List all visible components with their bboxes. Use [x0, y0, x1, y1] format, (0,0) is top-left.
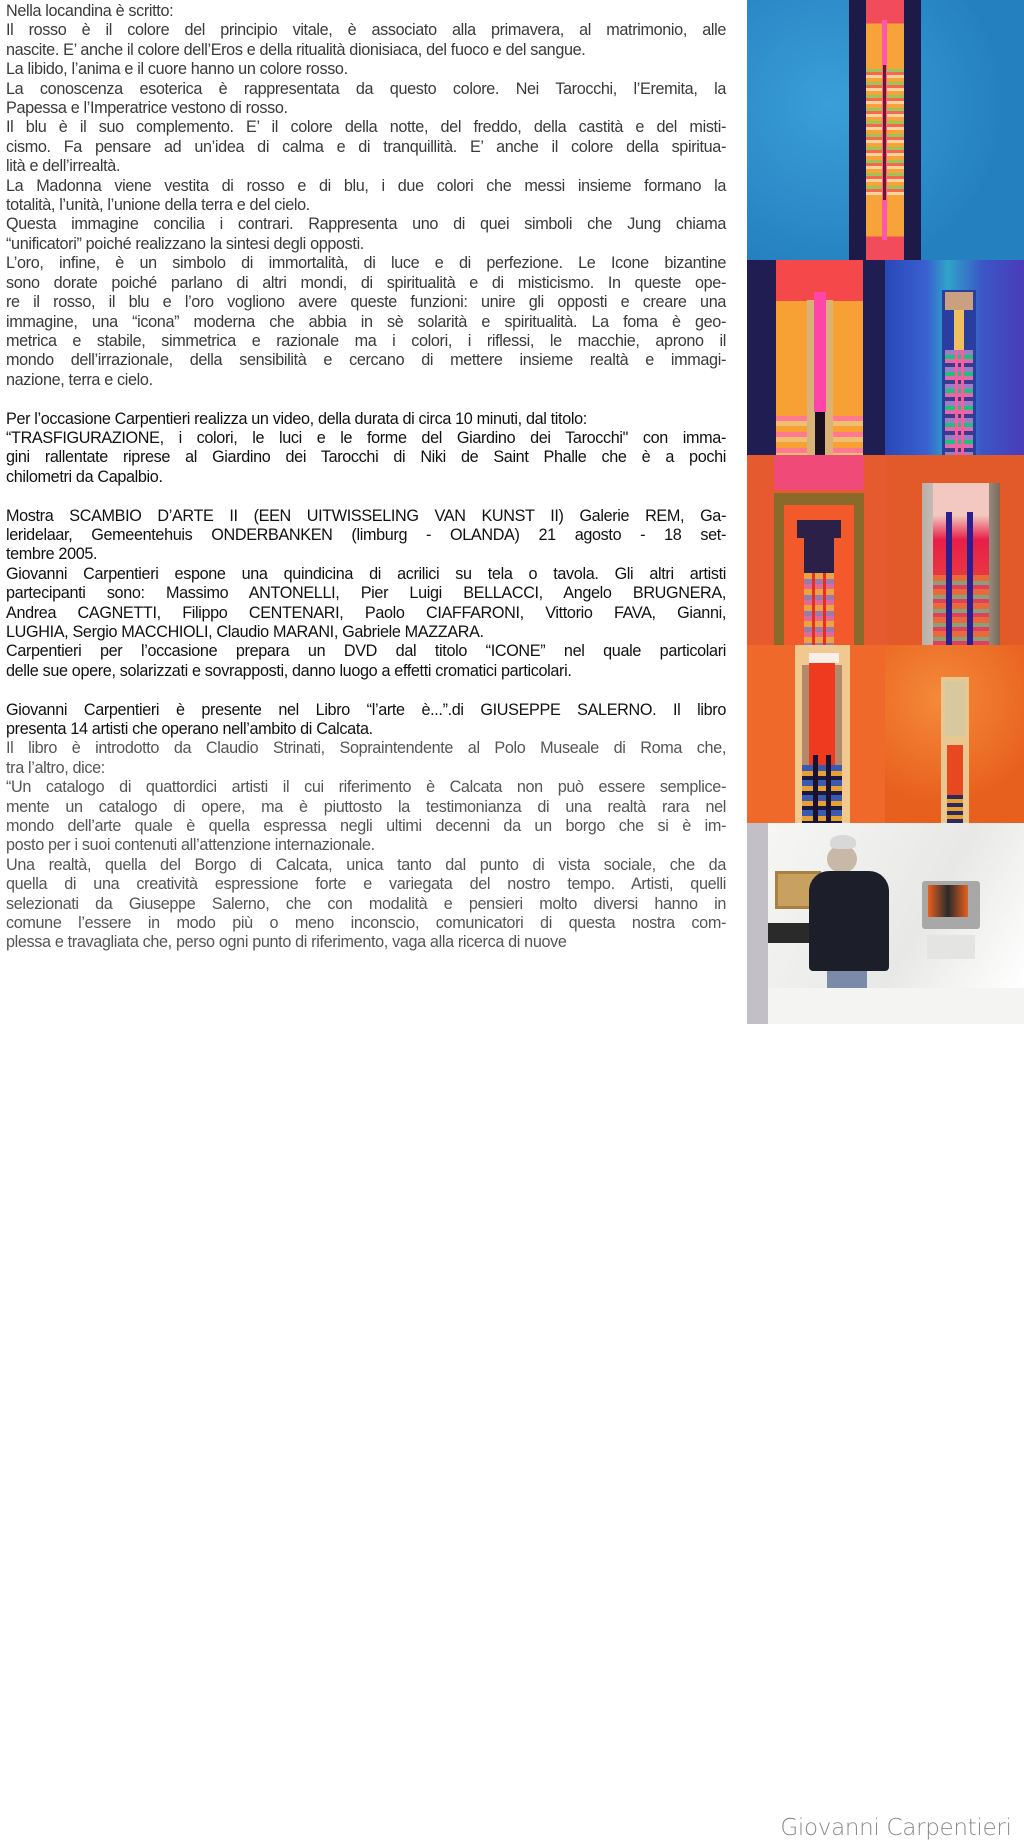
text-line: La libido, l’anima e il cuore hanno un colore rosso.: [6, 60, 348, 79]
text-line: quella di una creatività espressione forte e variegata del nostro tempo. Artisti, quelli: [6, 875, 726, 894]
text-line: Questa immagine concilia i contrari. Rappresenta uno di quei simboli che Jung chiama: [6, 215, 726, 234]
text-line: sono dorate poiché parlano di altri mondi, di spiritualità e di misticismo. In queste ope-: [6, 273, 726, 292]
painting-orange-small-column: [885, 645, 1024, 823]
text-line: leridelaar, Gemeentehuis ONDERBANKEN (limburg - OLANDA) 21 agosto - 18 set-: [6, 525, 726, 544]
text-line: comune l’essere in modo più o meno inconscio, comunicatori di questa nostra com-: [6, 914, 726, 933]
text-line: La Madonna viene vestita di rosso e di blu, i due colori che messi insieme formano la: [6, 176, 726, 195]
text-line: immagine, una “icona” moderna che abbia in sè solarità e spiritualità. La foma è geo-: [6, 312, 726, 331]
text-line: tra l’altro, dice:: [6, 758, 105, 777]
text-line: Carpentieri per l’occasione prepara un DVD dal titolo “ICONE” nel quale particolari: [6, 642, 726, 661]
spacer: [6, 390, 726, 409]
text-line: nazione, terra e cielo.: [6, 370, 153, 389]
text-line: delle sue opere, solarizzati e sovrapposti, danno luogo a effetti cromatici particolari.: [6, 661, 572, 680]
text-line: selezionati da Giuseppe Salerno, che con modalità e pensieri molto diversi hanno in: [6, 894, 726, 913]
text-line: Il libro è introdotto da Claudio Strinati, Sopraintendente al Polo Museale di Roma che,: [6, 739, 726, 758]
text-line: Giovanni Carpentieri è presente nel Libro “l’arte è...”.di GIUSEPPE SALERNO. Il libro: [6, 700, 726, 719]
text-line: Nella locandina è scritto:: [6, 2, 174, 20]
painting-red-gold-frame: [747, 455, 887, 645]
text-line: partecipanti sono: Massimo ANTONELLI, Pier Luigi BELLACCI, Angelo BRUGNERA,: [6, 584, 726, 603]
painting-blue-stripes: [885, 260, 1024, 455]
text-line: tembre 2005.: [6, 545, 98, 564]
painting-blue-icon: [747, 0, 1024, 260]
text-line: mondo dell’arte quale è quella espressa negli ultimi decenni da un borgo che si è im-: [6, 817, 726, 836]
text-line: mondo dell’irrazionale, della sensibilità e cercano di mettere insieme realtà e immagi-: [6, 351, 726, 370]
paragraph-gold: [6, 254, 726, 390]
text-line: Una realtà, quella del Borgo di Calcata, unica tanto dal punto di vista sociale, che da: [6, 855, 726, 874]
text-line: Il rosso è il colore del principio vitale, è associato alla primavera, al matrimonio, alle: [6, 21, 726, 40]
text-line: totalità, l’unità, l’unione della terra e del cielo.: [6, 196, 310, 215]
paragraph-libro: [6, 701, 726, 740]
spacer: [6, 487, 726, 506]
text-line: Per l’occasione Carpentieri realizza un video, della durata di circa 10 minuti, dal titolo:: [6, 409, 587, 428]
spacer: [6, 681, 726, 700]
text-line: plessa e travagliata che, perso ogni punto di riferimento, vaga alla ricerca di nuove: [6, 933, 567, 952]
text-line: presenta 14 artisti che operano nell’ambito di Calcata.: [6, 719, 373, 738]
intro-heading: [6, 2, 726, 21]
text-line: Papessa e l’Imperatrice vestono di rosso.: [6, 99, 288, 118]
paragraph-mostra: [6, 507, 726, 682]
artist-photo: [747, 823, 1024, 1841]
painting-orange-column: [747, 645, 885, 823]
text-line: chilometri da Capalbio.: [6, 467, 163, 486]
text-line: metrica e stabile, simmetrica e razionale ma i colori, i riflessi, le macchie, aprono il: [6, 331, 726, 350]
text-line: Andrea CAGNETTI, Filippo CENTENARI, Paolo CIAFFARONI, Vittorio FAVA, Gianni,: [6, 603, 726, 622]
text-line: LUGHIA, Sergio MACCHIOLI, Claudio MARANI, Gabriele MAZZARA.: [6, 622, 484, 641]
text-line: gini rallentate riprese al Giardino dei Tarocchi di Niki de Saint Phalle che è a pochi: [6, 448, 726, 467]
paragraph-video: [6, 410, 726, 488]
text-line: La conoscenza esoterica è rappresentata da questo colore. Nei Tarocchi, l’Eremita, la: [6, 79, 726, 98]
text-line: “unificatori” poiché realizzano la sintesi degli opposti.: [6, 234, 364, 253]
paragraph-strinati: [6, 739, 726, 952]
text-line: re il rosso, il blu e l’oro vogliono avere queste funzioni: unire gli opposti e creare una: [6, 293, 726, 312]
artwork-gallery: [747, 0, 1024, 1841]
photo-caption: Giovanni Carpentieri: [768, 1808, 1024, 1847]
text-line: lità e dell’irrealtà.: [6, 157, 121, 176]
text-line: “Un catalogo di quattordici artisti il cui riferimento è Calcata non può essere semplice-: [6, 778, 726, 797]
text-line: nascite. E’ anche il colore dell’Eros e della ritualità dionisiaca, del fuoco e del sangue.: [6, 40, 586, 59]
text-line: L’oro, infine, è un simbolo di immortalità, di luce e di perfezione. Le Icone bizantine: [6, 254, 726, 273]
text-line: “TRASFIGURAZIONE, i colori, le luci e le forme del Giardino dei Tarocchi" con imma-: [6, 428, 726, 447]
painting-red-silver-frame: [887, 455, 1024, 645]
paragraph-blue: [6, 118, 726, 254]
text-line: Mostra SCAMBIO D’ARTE II (EEN UITWISSELING VAN KUNST II) Galerie REM, Ga-: [6, 506, 726, 525]
text-line: mente un catalogo di opere, ma è piuttosto la testimonianza di una realtà rara nel: [6, 797, 726, 816]
text-line: Giovanni Carpentieri espone una quindicina di acrilici su tela o tavola. Gli altri artisti: [6, 564, 726, 583]
text-line: posto per i suoi contenuti all’attenzione internazionale.: [6, 836, 375, 855]
painting-orange-pink: [747, 260, 885, 455]
text-line: cismo. Fa pensare ad un’idea di calma e di tranquillità. E’ anche il colore della spiritua-: [6, 137, 726, 156]
text-line: Il blu è il suo complemento. E’ il colore della notte, del freddo, della castità e del misti-: [6, 118, 726, 137]
paragraph-red: [6, 21, 726, 118]
article-text: [6, 2, 726, 953]
